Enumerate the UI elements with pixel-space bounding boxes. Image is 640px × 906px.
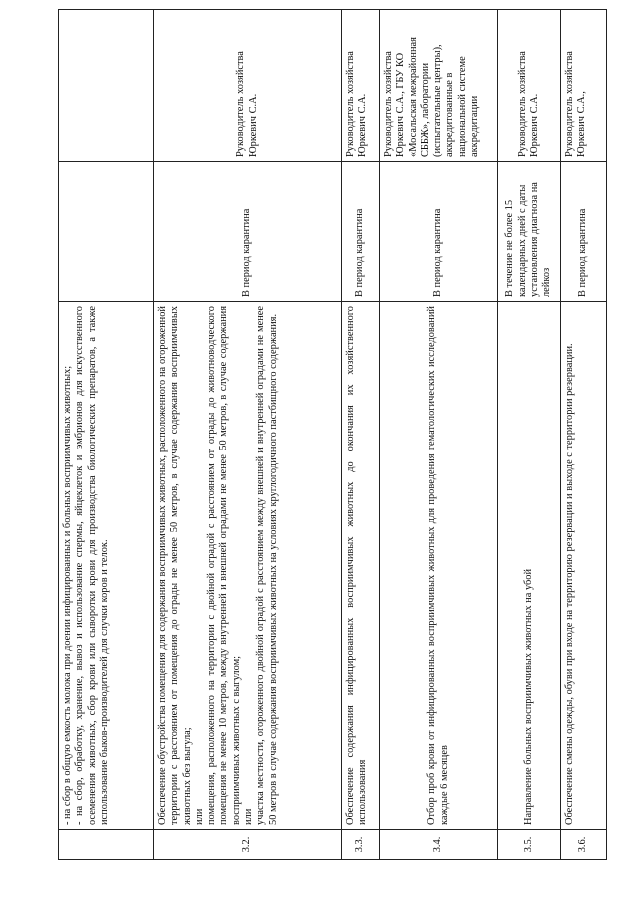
table-row	[154, 10, 342, 860]
row-number: 3.6.	[561, 830, 607, 860]
table-row	[561, 10, 607, 860]
measures-table	[58, 9, 607, 860]
measure-cell	[498, 302, 561, 830]
measure-text: или	[243, 808, 255, 825]
measure-text: Отбор проб крови от инфицированных восприимчивых животных для проведения гематологических исследований каждые 6 месяцев	[426, 306, 450, 825]
row-number: 3.4.	[380, 830, 498, 860]
row-number: 3.5.	[498, 830, 561, 860]
measure-text: - на сбор в общую емкость молока при доении инфицированных и больных восприимчивых животных;	[62, 365, 73, 825]
term-cell: В период карантина	[380, 162, 498, 302]
responsible-cell: Руководитель хозяйства Юркевич С.А., ГБУ КО «Мосальская межрайонная СББЖ», лаборатории (испытательные центры), аккредитованные в национальной системе аккредитации	[380, 10, 498, 162]
measure-text: - на сбор, обработку, хранение, вывоз и использование спермы, яйцеклеток и эмбрионов для искусственного осеменения животных, сбор крови или сыворотки крови для производства биологических препаратов, а также использование быков-производителей для случки коров и телок.	[74, 306, 110, 825]
responsible-cell: Руководитель хозяйства Юркевич С.А.	[498, 10, 561, 162]
row-number: 3.3.	[342, 830, 380, 860]
measure-text: Направление больных восприимчивых животных на убой	[522, 568, 534, 825]
responsible-cell: Руководитель хозяйства Юркевич С.А.,	[561, 10, 607, 162]
responsible-cell	[59, 10, 154, 162]
term-cell: В период карантина	[342, 162, 380, 302]
measure-cell	[342, 302, 380, 830]
row-number	[59, 830, 154, 860]
measure-text: Обеспечение содержания инфицированных восприимчивых животных до окончания их хозяйственного использования	[345, 306, 369, 825]
table-row	[498, 10, 561, 860]
term-cell: В период карантина	[561, 162, 607, 302]
measure-cell	[154, 302, 342, 830]
responsible-cell: Руководитель хозяйства Юркевич С.А.	[342, 10, 380, 162]
measure-cell	[380, 302, 498, 830]
measure-cell	[59, 302, 154, 830]
rotated-table-sheet	[58, 10, 606, 860]
term-cell: В период карантина	[154, 162, 342, 302]
row-number: 3.2.	[154, 830, 342, 860]
measure-text: Обеспечение обустройства помещения для содержания восприимчивых животных, расположенного на огороженной территории с расстоянием от помещения до ограды не менее 50 метров, в случае содержания восприимчивых животных без выгула;	[157, 306, 193, 825]
responsible-cell: Руководитель хозяйства Юркевич С.А.	[154, 10, 342, 162]
term-cell: В течение не более 15 календарных дней с даты установления диагноза на лейкоз	[498, 162, 561, 302]
measure-text: помещения, расположенного на территории с двойной оградой с расстоянием от ограды до животноводческого помещения не менее 10 метров, между внутренней и внешней оградами не менее 50 метров, в случае содержания восприимчивых животных с выгулом;	[206, 306, 242, 825]
measure-text: участка местности, огороженного двойной оградой с расстоянием между внешней и внутренней оградами не менее 50 метров в случае содержания восприимчивых животных на условиях круглогодичного пастбищного содержания.	[255, 306, 279, 825]
table-row	[342, 10, 380, 860]
table-row	[59, 10, 154, 860]
measure-text: Обеспечение смены одежды, обуви при входе на территорию резервации и выходе с территории резервации.	[564, 343, 575, 825]
term-cell	[59, 162, 154, 302]
measure-cell	[561, 302, 607, 830]
measure-text: или	[193, 808, 205, 825]
table-row	[380, 10, 498, 860]
